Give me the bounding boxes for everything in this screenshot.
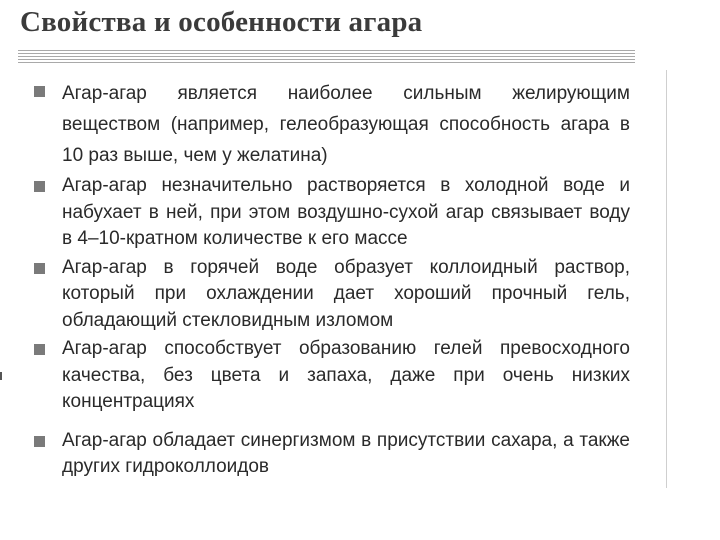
square-bullet-icon — [34, 86, 45, 97]
list-item-text: Агар-агар способствует образованию гелей превосходного качества, без цвета и запаха, даже при очень низких концентрациях — [62, 338, 630, 412]
list-item — [34, 173, 630, 253]
list-item — [34, 78, 630, 171]
right-border-line — [666, 70, 667, 488]
list-item-text: Агар-агар является наиболее сильным желирующим веществом (например, гелеобразующая способность агара в 10 раз выше, чем у желатина) — [62, 83, 630, 166]
list-item-text: Агар-агар обладает синергизмом в присутствии сахара, а также других гидроколлоидов — [62, 429, 630, 477]
square-bullet-icon — [34, 344, 45, 355]
list-item-text: Агар-агар в горячей воде образует коллоидный раствор, который при охлаждении дает хороший прочный гель, обладающий стекловидным изломом — [62, 256, 630, 331]
square-bullet-icon — [34, 181, 45, 192]
list-item — [34, 255, 630, 335]
bullet-list — [34, 78, 630, 483]
square-bullet-icon — [34, 263, 45, 274]
list-item — [34, 428, 630, 481]
page-title: Свойства и особенности агара — [20, 6, 423, 38]
edge-mark — [0, 372, 2, 380]
title-divider — [18, 50, 635, 63]
list-item — [34, 336, 630, 416]
list-item-text: Агар-агар незначительно растворяется в холодной воде и набухает в ней, при этом воздушно-сухой агар связывает воду в 4–10-кратном количестве к его массе — [62, 175, 630, 249]
square-bullet-icon — [34, 436, 45, 447]
